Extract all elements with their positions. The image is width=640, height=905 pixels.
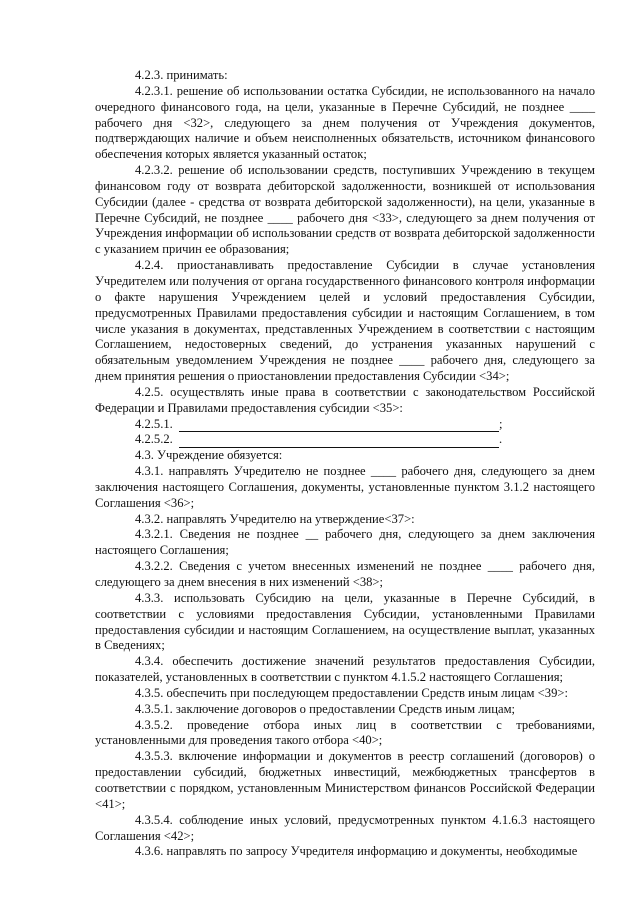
clause-4-3-6: 4.3.6. направлять по запросу Учредителя информацию и документы, необходимые [135, 844, 578, 859]
clause-4-2-5-1 [95, 417, 595, 433]
clause-4-2-3: 4.2.3. принимать: [135, 68, 228, 82]
fill-in-blank-line [179, 419, 499, 432]
clause-4-2-5-1-label: 4.2.5.1. [135, 416, 176, 431]
clause-4-2-5: 4.2.5. осуществлять иные права в соответствии с законодательством Российской Федерации и Правилами предоставления субсидии <35>: [95, 384, 595, 415]
clause-4-3-5-2: 4.3.5.2. проведение отбора иных лиц в соответствии с требованиями, установленными для проведения такого отбора <40>; [95, 717, 595, 748]
clause-4-2-4: 4.2.4. приостанавливать предоставление Субсидии в случае установления Учредителем или получения от органа государственного финансового контроля информации о факте нарушения Учреждением целей и условий предоставления Субсидии, предусмотренных Правилами предоставления субсидии и настоящим Соглашением, в том числе указания в документах, представленных Учреждением в соответствии с настоящим Соглашением, недостоверных сведений, до устранения указанных нарушений с обязательным уведомлением Учреждения не позднее ____ рабочего дня, следующего за днем принятия решения о приостановлении предоставления Субсидии <34>; [95, 258, 595, 384]
clause-4-3-1: 4.3.1. направлять Учредителю не позднее ____ рабочего дня, следующего за днем заключения настоящего Соглашения, документы, установленные пунктом 3.1.2 настоящего Соглашения <36>; [95, 464, 595, 510]
clause-4-3-2-1: 4.3.2.1. Сведения не позднее __ рабочего дня, следующего за днем заключения настоящего Соглашения; [95, 527, 595, 558]
clause-4-3-5-4: 4.3.5.4. соблюдение иных условий, предусмотренных пунктом 4.1.6.3 настоящего Соглашения <42>; [95, 812, 595, 843]
clause-4-2-5-2 [95, 432, 595, 448]
clause-4-2-5-2-label: 4.2.5.2. [135, 432, 176, 447]
clause-4-3-2: 4.3.2. направлять Учредителю на утверждение<37>: [135, 511, 415, 526]
paragraph-group-2 [95, 448, 595, 860]
clause-4-3-2-2: 4.3.2.2. Сведения с учетом внесенных изменений не позднее ____ рабочего дня, следующего за днем внесения в них изменений <38>; [95, 559, 595, 589]
clause-4-2-3-2: 4.2.3.2. решение об использовании средств, поступивших Учреждению в текущем финансовом году от возврата дебиторской задолженности, возникшей от использования Субсидии (далее - средства от возврата дебиторской задолженности), на цели, указанные в Перечне Субсидий, не позднее ____ рабочего дня <33>, следующего за днем получения от Учреждения информации об использовании средств от возврата дебиторской задолженности с указанием причин ее образования; [95, 163, 595, 257]
paragraph-group-1 [95, 68, 595, 417]
fill-in-blank-line [179, 435, 499, 448]
clause-4-3-4: 4.3.4. обеспечить достижение значений результатов предоставления Субсидии, показателей, установленных в соответствии с пунктом 4.1.5.2 настоящего Соглашения; [95, 654, 595, 685]
clause-4-3: 4.3. Учреждение обязуется: [135, 448, 283, 463]
document-page [95, 68, 595, 860]
clause-4-2-5-2-end: . [498, 432, 503, 447]
clause-4-2-3-1: 4.2.3.1. решение об использовании остатка Субсидии, не использованного на начало очередного финансового года, на цели, указанные в Перечне Субсидий, не позднее ____ рабочего дня <32>, следующего за днем получения от Учреждения документов, подтверждающих наличие и объем неисполненных обязательств, источником финансового обеспечения которых является указанный остаток; [95, 83, 595, 162]
clause-4-3-5: 4.3.5. обеспечить при последующем предоставлении Средств иным лицам <39>: [135, 685, 568, 700]
clause-4-3-3: 4.3.3. использовать Субсидию на цели, указанные в Перечне Субсидий, в соответствии с условиями предоставления Субсидии, установленными Правилами предоставления субсидии и настоящим Соглашением, на осуществление выплат, указанных в Сведениях; [95, 590, 595, 653]
clause-4-2-5-1-end: ; [498, 416, 503, 431]
clause-4-3-5-1: 4.3.5.1. заключение договоров о предоставлении Средств иным лицам; [135, 701, 516, 716]
clause-4-3-5-3: 4.3.5.3. включение информации и документов в реестр соглашений (договоров) о предоставлении субсидий, бюджетных инвестиций, межбюджетных трансфертов в соответствии с порядком, установленным Министерством финансов Российской Федерации <41>; [95, 749, 595, 811]
